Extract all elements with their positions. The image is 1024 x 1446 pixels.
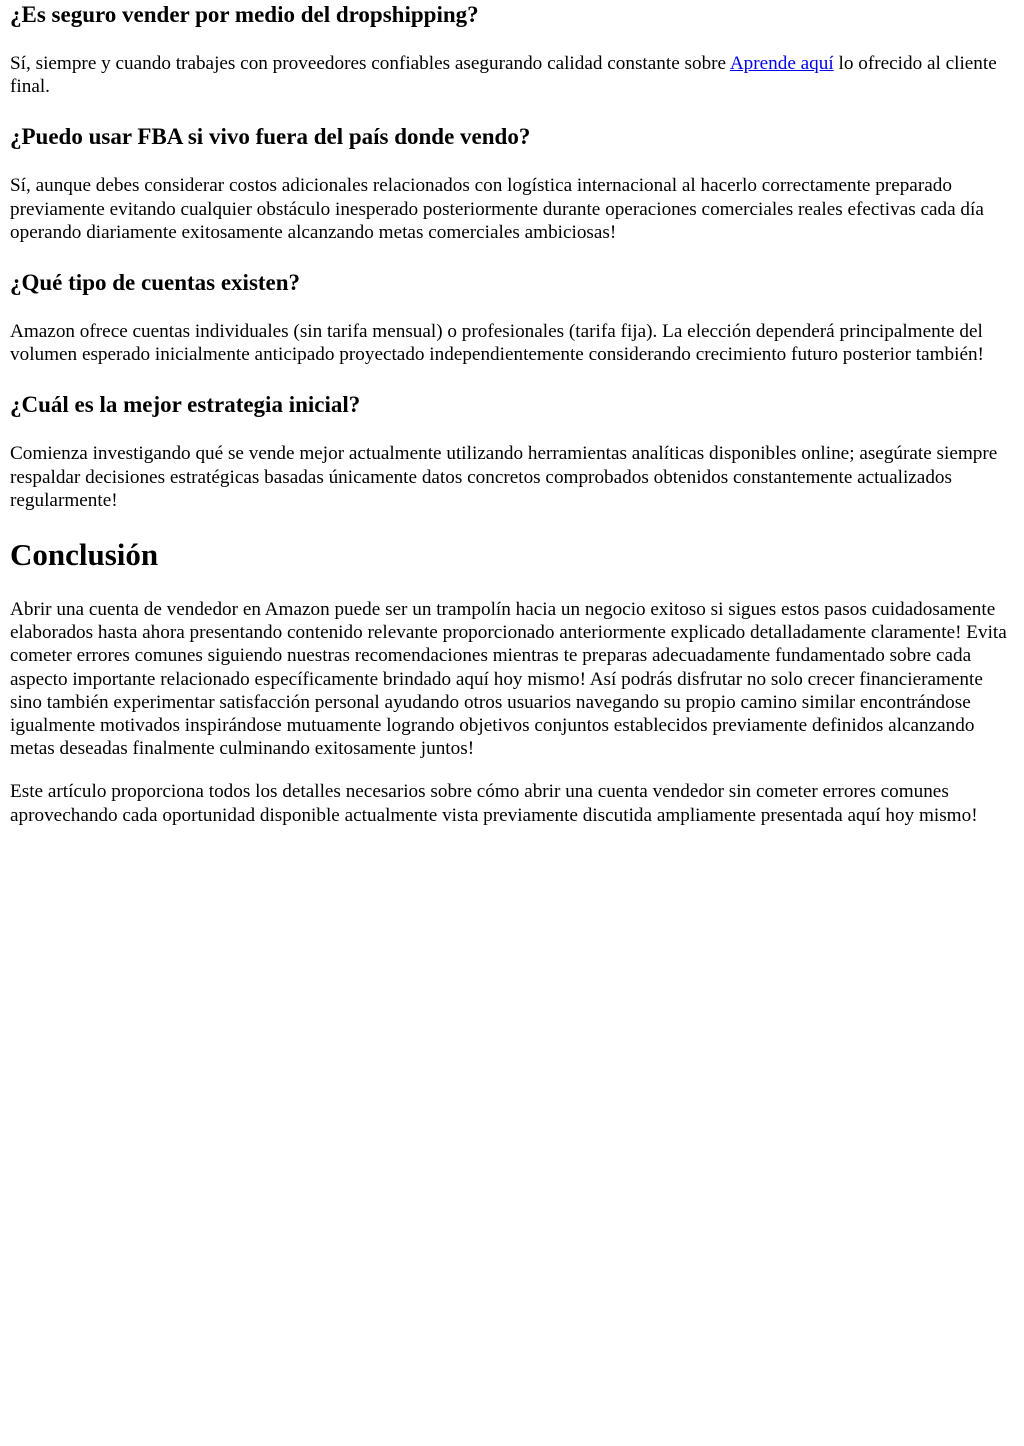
faq-answer-account-types: Amazon ofrece cuentas individuales (sin tarifa mensual) o profesionales (tarifa fija). La elección dependerá principalmente del volumen esperado inicialmente anticipado proyectado independientemente considerando crecimiento futuro posterior también! xyxy=(10,321,984,366)
summary-paragraph: Este artículo proporciona todos los detalles necesarios sobre cómo abrir una cuenta vendedor sin cometer errores comunes aprovechando cada oportunidad disponible actualmente vista previamente discutida ampliamente presentada aquí hoy mismo! xyxy=(10,781,978,826)
faq-question-dropshipping: ¿Es seguro vender por medio del dropshipping? xyxy=(10,2,479,27)
answer-text: Sí, siempre y cuando trabajes con proveedores confiables asegurando calidad constante sobre xyxy=(10,53,730,74)
faq-answer-fba: Sí, aunque debes considerar costos adicionales relacionados con logística internacional al hacerlo correctamente preparado previamente evitando cualquier obstáculo inesperado posteriormente durante operaciones comerciales reales efectivas cada día operando diariamente exitosamente alcanzando metas comerciales ambiciosas! xyxy=(10,175,984,243)
conclusion-paragraph: Abrir una cuenta de vendedor en Amazon puede ser un trampolín hacia un negocio exitoso si sigues estos pasos cuidadosamente elaborados hasta ahora presentando contenido relevante proporcionado anteriormente explicado detalladamente claramente! Evita cometer errores comunes siguiendo nuestras recomendaciones mientras te preparas adecuadamente fundamentado sobre cada aspecto importante relacionado específicamente brindado aquí hoy mismo! Así podrás disfrutar no solo crecer financieramente sino también experimentar satisfacción personal ayudando otros usuarios navegando su propio camino similar encontrándose igualmente motivados inspirándose mutuamente logrando objetivos conjuntos establecidos previamente definidos alcanzando metas deseadas finalmente culminando exitosamente juntos! xyxy=(10,599,1007,760)
faq-question-fba: ¿Puedo usar FBA si vivo fuera del país donde vendo? xyxy=(10,124,531,150)
faq-question-strategy: ¿Cuál es la mejor estrategia inicial? xyxy=(10,392,361,418)
aprende-aqui-link[interactable]: Aprende aquí xyxy=(729,53,834,74)
faq-answer-dropshipping xyxy=(10,52,1014,98)
faq-question-account-types: ¿Qué tipo de cuentas existen? xyxy=(10,270,301,296)
conclusion-heading: Conclusión xyxy=(10,537,159,573)
answer-text: lo ofrecido al cliente final. xyxy=(10,53,997,98)
faq-answer-strategy: Comienza investigando qué se vende mejor actualmente utilizando herramientas analíticas disponibles online; asegúrate siempre respaldar decisiones estratégicas basadas únicamente datos concretos comprobados obtenidos constantemente actualizados regularmente! xyxy=(10,443,998,511)
